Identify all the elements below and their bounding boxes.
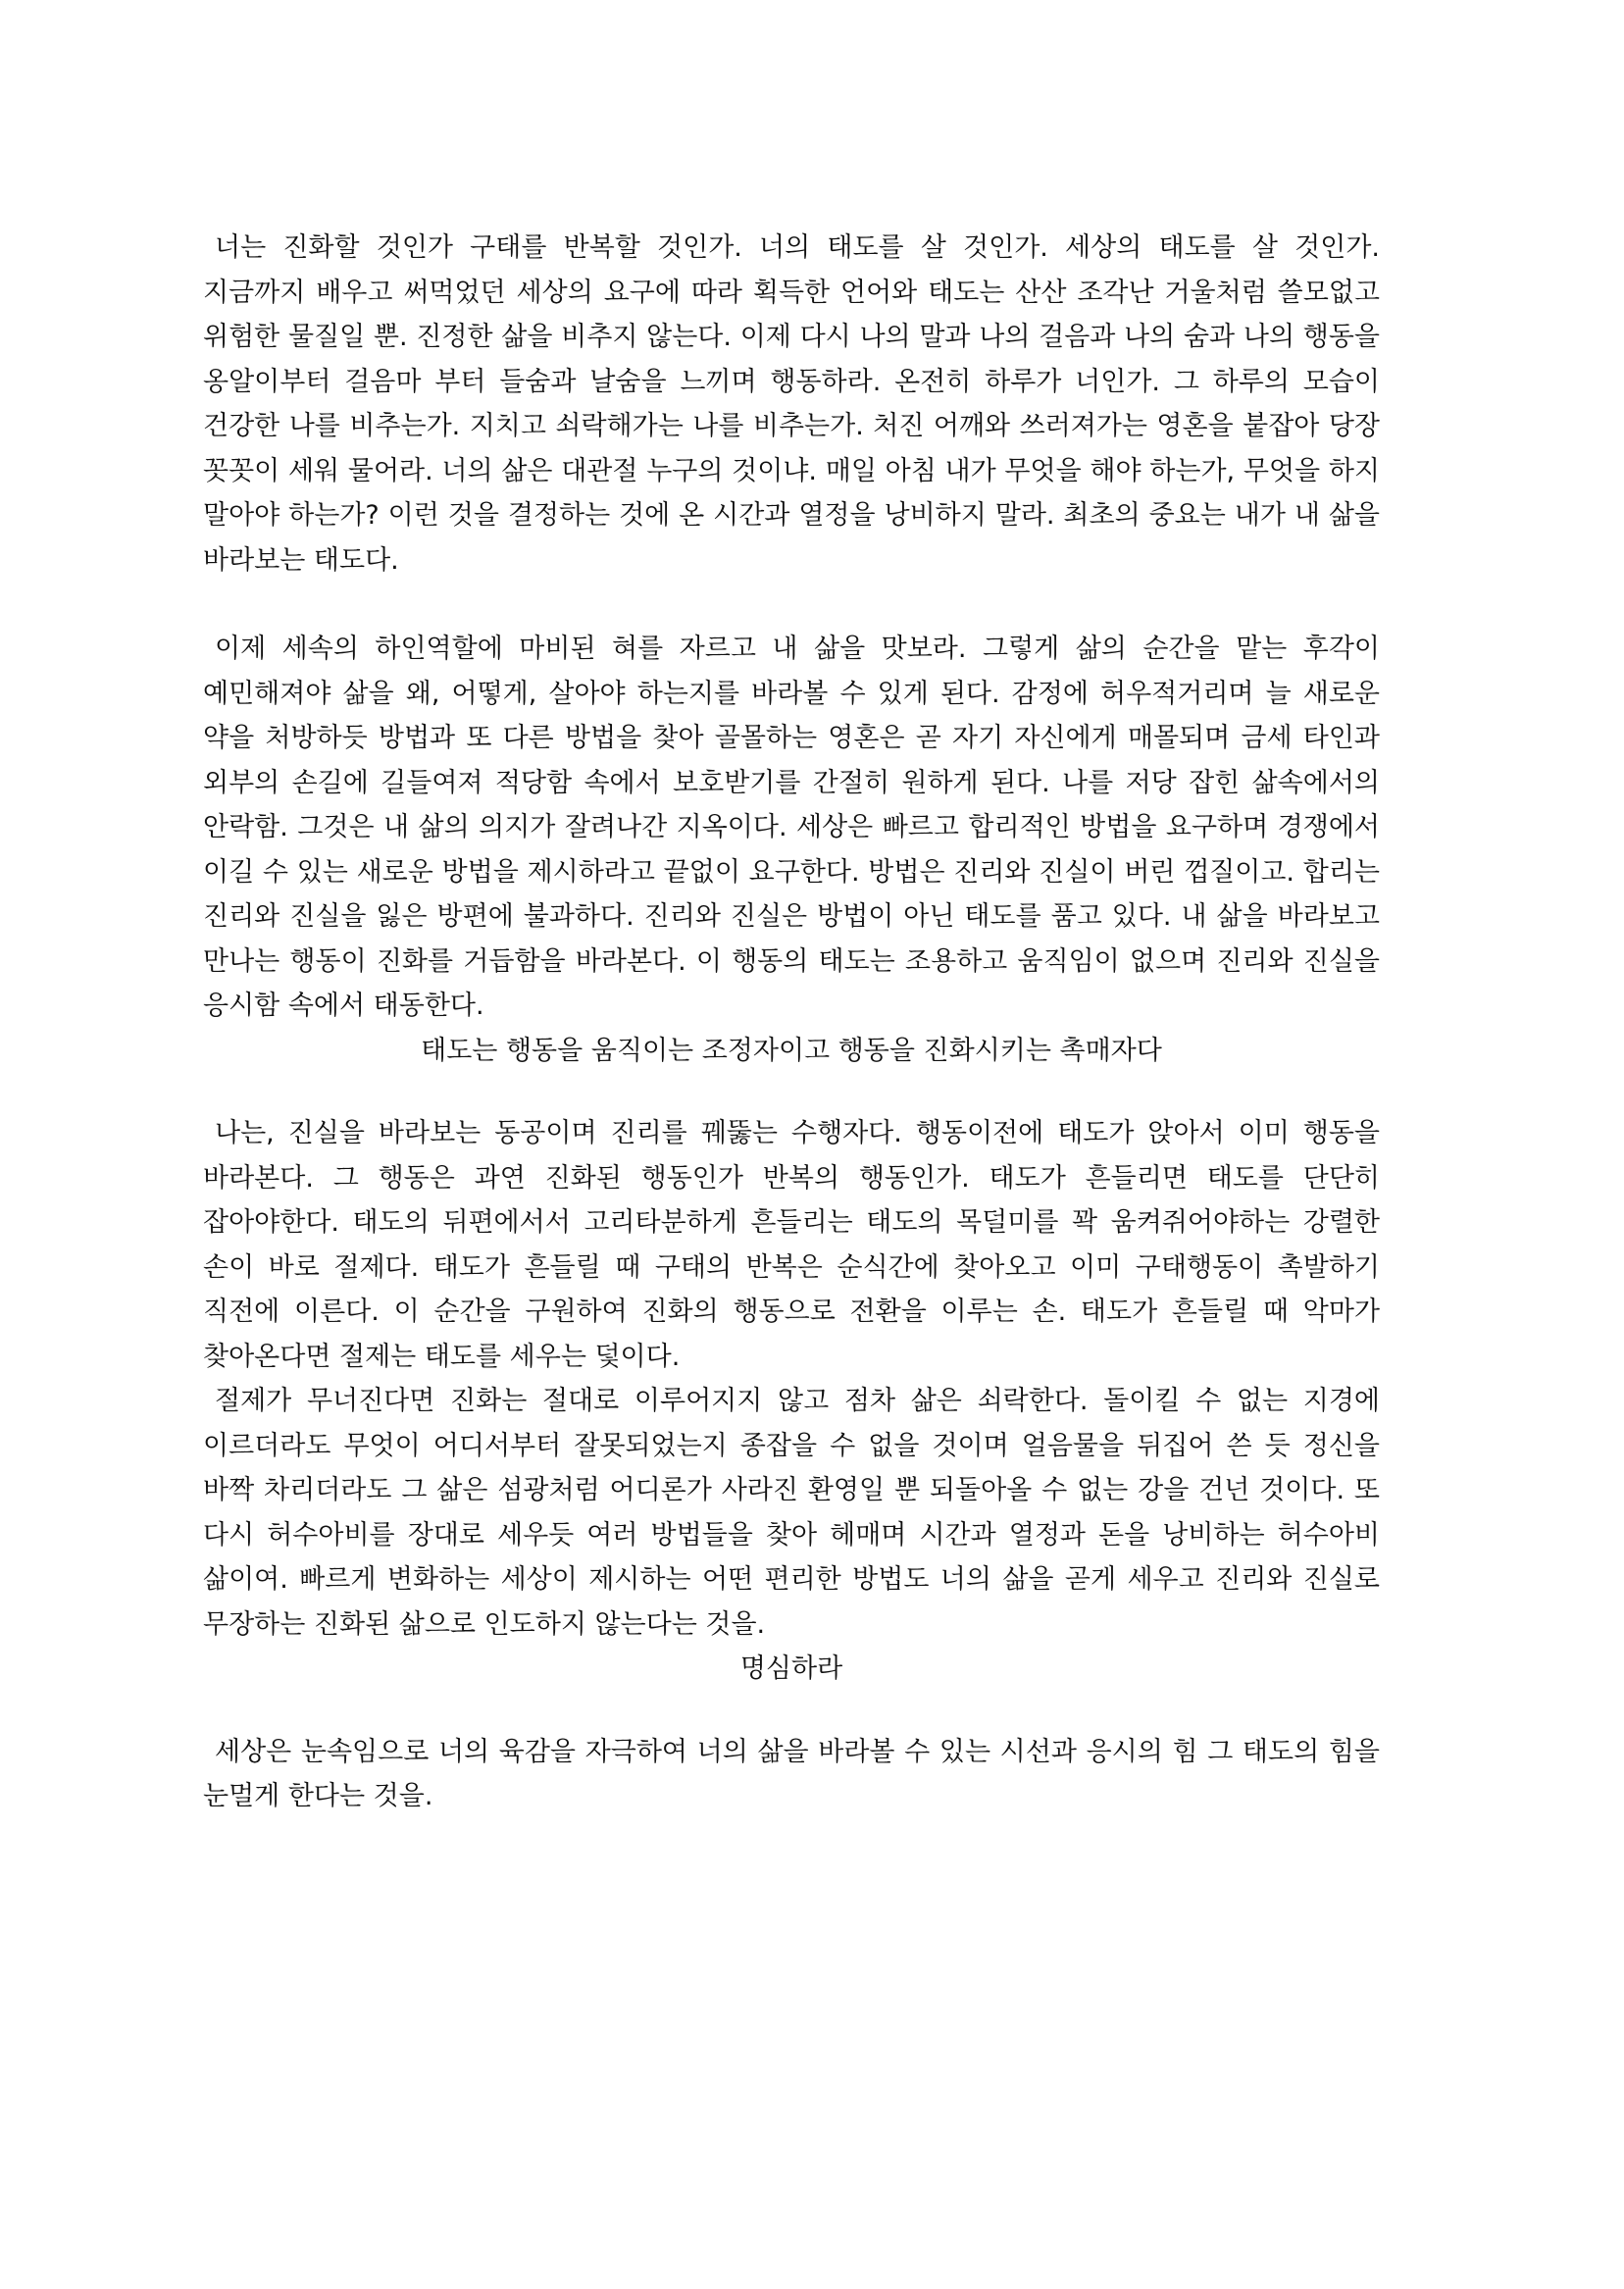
paragraph-4: 절제가 무너진다면 진화는 절대로 이루어지지 않고 점차 삶은 쇠락한다. 돌이킬 수 없는 지경에 이르더라도 무엇이 어디서부터 잘못되었는지 종잡을 수 없을 것이며 얼음물을 뒤집어 쓴 듯 정신을 바짝 차리더라도 그 삶은 섬광처럼 어디론가 사라진 환영일 뿐 되돌아올 수 없는 강을 건넌 것이다. 또 다시 허수아비를 장대로 세우듯 여러 방법들을 찾아 헤매며 시간과 열정과 돈을 낭비하는 허수아비 삶이여. 빠르게 변화하는 세상이 제시하는 어떤 편리한 방법도 너의 삶을 곧게 세우고 진리와 진실로 무장하는 진화된 삶으로 인도하지 않는다는 것을.: [203, 1386, 1380, 1640]
heading-remember: 명심하라: [739, 1653, 843, 1684]
paragraph-3: 나는, 진실을 바라보는 동공이며 진리를 꿰뚫는 수행자다. 행동이전에 태도가 앉아서 이미 행동을 바라본다. 그 행동은 과연 진화된 행동인가 반복의 행동인가. 태도가 흔들리면 태도를 단단히 잡아야한다. 태도의 뒤편에서서 고리타분하게 흔들리는 태도의 목덜미를 꽉 움켜쥐어야하는 강렬한 손이 바로 절제다. 태도가 흔들릴 때 구태의 반복은 순식간에 찾아오고 이미 구태행동이 촉발하기 직전에 이른다. 이 순간을 구원하여 진화의 행동으로 전환을 이루는 손. 태도가 흔들릴 때 악마가 찾아온다면 절제는 태도를 세우는 덫이다.: [203, 1118, 1380, 1372]
heading-attitude: 태도는 행동을 움직이는 조정자이고 행동을 진화시키는 촉매자다: [421, 1035, 1162, 1066]
paragraph-2: 이제 세속의 하인역할에 마비된 혀를 자르고 내 삶을 맛보라. 그렇게 삶의 순간을 맡는 후각이 예민해져야 삶을 왜, 어떻게, 살아야 하는지를 바라볼 수 있게 된다. 감정에 허우적거리며 늘 새로운 약을 처방하듯 방법과 또 다른 방법을 찾아 골몰하는 영혼은 곧 자기 자신에게 매몰되며 금세 타인과 외부의 손길에 길들여져 적당함 속에서 보호받기를 간절히 원하게 된다. 나를 저당 잡힌 삶속에서의 안락함. 그것은 내 삶의 의지가 잘려나간 지옥이다. 세상은 빠르고 합리적인 방법을 요구하며 경쟁에서 이길 수 있는 새로운 방법을 제시하라고 끝없이 요구한다. 방법은 진리와 진실이 버린 껍질이고. 합리는 진리와 진실을 잃은 방편에 불과하다. 진리와 진실은 방법이 아닌 태도를 품고 있다. 내 삶을 바라보고 만나는 행동이 진화를 거듭함을 바라본다. 이 행동의 태도는 조용하고 움직임이 없으며 진리와 진실을 응시함 속에서 태동한다.: [203, 634, 1380, 1021]
document-page: [203, 226, 1380, 1819]
paragraph-5: 세상은 눈속임으로 너의 육감을 자극하여 너의 삶을 바라볼 수 있는 시선과 응시의 힘 그 태도의 힘을 눈멀게 한다는 것을.: [203, 1736, 1380, 1811]
paragraph-1: 너는 진화할 것인가 구태를 반복할 것인가. 너의 태도를 살 것인가. 세상의 태도를 살 것인가. 지금까지 배우고 써먹었던 세상의 요구에 따라 획득한 언어와 태도는 산산 조각난 거울처럼 쓸모없고 위험한 물질일 뿐. 진정한 삶을 비추지 않는다. 이제 다시 나의 말과 나의 걸음과 나의 숨과 나의 행동을 옹알이부터 걸음마 부터 들숨과 날숨을 느끼며 행동하라. 온전히 하루가 너인가. 그 하루의 모습이 건강한 나를 비추는가. 지치고 쇠락해가는 나를 비추는가. 처진 어깨와 쓰러져가는 영혼을 붙잡아 당장 꼿꼿이 세워 물어라. 너의 삶은 대관절 누구의 것이냐. 매일 아침 내가 무엇을 해야 하는가, 무엇을 하지 말아야 하는가? 이런 것을 결정하는 것에 온 시간과 열정을 낭비하지 말라. 최초의 중요는 내가 내 삶을 바라보는 태도다.: [203, 232, 1380, 576]
